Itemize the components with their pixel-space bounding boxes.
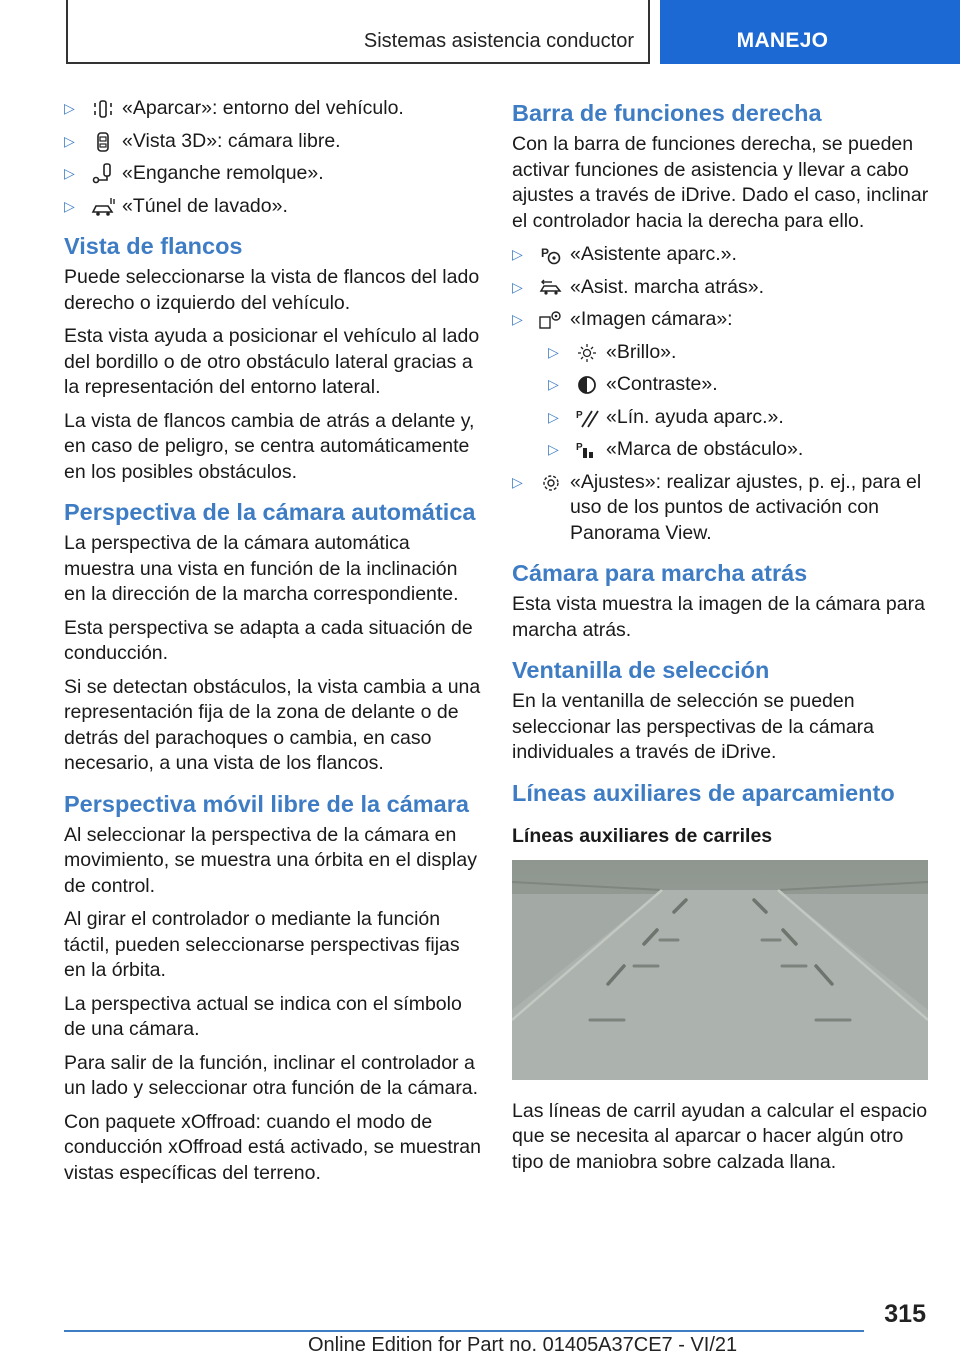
list-item: ▷ P «Lín. ayuda aparc.». xyxy=(548,405,932,431)
list-item: ▷ «Túnel de lavado». xyxy=(64,194,484,220)
parking-sensor-icon xyxy=(90,98,116,120)
paragraph: Esta perspectiva se adapta a cada situación de conducción. xyxy=(64,616,473,664)
subsection-heading: Líneas auxiliares de carriles xyxy=(512,824,773,847)
section-heading: Líneas auxiliares de aparcamiento xyxy=(512,779,895,806)
list-item: ▷ «Aparcar»: entorno del vehículo. xyxy=(64,96,484,122)
section-heading: Ventanilla de selección xyxy=(512,657,770,683)
section-title: Sistemas asistencia conductor xyxy=(363,30,634,52)
svg-text:P: P xyxy=(576,442,583,453)
page-number: 315 xyxy=(884,1300,926,1328)
trailer-hitch-icon xyxy=(90,163,116,185)
reversing-assistant-icon xyxy=(538,277,564,299)
triangle-bullet-icon: ▷ xyxy=(64,132,75,149)
list-item: ▷ «Contraste». xyxy=(548,372,932,398)
list-item: ▷ «Imagen cámara»: xyxy=(512,307,932,333)
settings-list xyxy=(512,470,932,547)
list-item: ▷ P «Asistente aparc.». xyxy=(512,242,932,268)
view-options-list xyxy=(64,96,484,219)
paragraph: Para salir de la función, inclinar el controlador a un lado y seleccionar otra función de la cámara. xyxy=(64,1051,479,1099)
paragraph: La vista de flancos cambia de atrás a delante y, en caso de peligro, se centra automáticamente en los posibles obstáculos. xyxy=(64,409,475,483)
function-bar-list xyxy=(512,242,932,333)
paragraph: Puede seleccionarse la vista de flancos del lado derecho o izquierdo del vehículo. xyxy=(64,266,480,314)
paragraph: Al girar el controlador o mediante la función táctil, pueden seleccionarse perspectivas fijas en la órbita. xyxy=(64,908,460,981)
parking-assistant-icon xyxy=(538,244,564,266)
list-item: ▷ «Brillo». xyxy=(548,340,932,366)
paragraph: La perspectiva actual se indica con el símbolo de una cámara. xyxy=(64,992,462,1040)
triangle-bullet-icon: ▷ xyxy=(548,408,559,425)
triangle-bullet-icon: ▷ xyxy=(548,376,559,392)
paragraph: Esta vista muestra la imagen de la cámara para marcha atrás. xyxy=(512,593,925,641)
camera-image-sublist xyxy=(548,340,932,463)
paragraph: Las líneas de carril ayudan a calcular el espacio que se necesita al aparcar o hacer algún otro tipo de maniobra sobre calzada llana. xyxy=(512,1099,928,1173)
left-column xyxy=(64,96,484,1194)
paragraph: Esta vista ayuda a posicionar el vehículo al lado del bordillo o de otro obstáculo lateral gracias a la representación del entorno lateral. xyxy=(64,325,480,398)
triangle-bullet-icon: ▷ xyxy=(548,343,559,360)
list-item: ▷ «Enganche remolque». xyxy=(64,161,484,187)
obstacle-marking-icon xyxy=(574,439,600,461)
lane-lines-illustration xyxy=(512,860,928,1080)
triangle-bullet-icon: ▷ xyxy=(512,473,523,490)
footer-divider xyxy=(64,1330,864,1332)
car-wash-icon xyxy=(90,196,116,218)
right-column xyxy=(512,96,932,1183)
triangle-bullet-icon: ▷ xyxy=(64,100,75,116)
footer-edition: Online Edition for Part no. 01405A37CE7 - VI/21 xyxy=(308,1334,738,1356)
triangle-bullet-icon: ▷ xyxy=(64,197,75,214)
paragraph: Con la barra de funciones derecha, se pueden activar funciones de asistencia y llevar a cabo ajustes a través de iDrive. Dado el caso, inclinar el controlador hacia la derecha para ello. xyxy=(512,133,929,232)
triangle-bullet-icon: ▷ xyxy=(512,311,523,327)
section-heading: Cámara para marcha atrás xyxy=(512,560,808,586)
chapter-title: MANEJO xyxy=(736,29,829,52)
triangle-bullet-icon: ▷ xyxy=(64,165,75,181)
settings-gear-icon xyxy=(538,472,564,494)
paragraph: Si se detectan obstáculos, la vista cambia a una representación fija de la zona de delante o de detrás del parachoques o cambia, en caso necesario, a una vista de los flancos. xyxy=(64,675,481,774)
list-item: ▷ «Vista 3D»: cámara libre. xyxy=(64,129,484,155)
camera-image-icon xyxy=(538,309,564,331)
section-heading: Perspectiva de la cámara automática xyxy=(64,499,476,525)
paragraph: La perspectiva de la cámara automática muestra una vista en función de la inclinación en la dirección de la marcha correspondiente. xyxy=(64,532,459,605)
car-3d-icon xyxy=(90,131,116,153)
chapter-tab[interactable] xyxy=(660,0,960,64)
svg-text:P: P xyxy=(576,409,583,421)
triangle-bullet-icon: ▷ xyxy=(512,278,523,295)
parking-guide-lines-icon xyxy=(574,407,600,429)
list-item: ▷ «Ajustes»: realizar ajustes, p. ej., para el uso de los puntos de activación con Panorama View. xyxy=(512,470,922,544)
brightness-icon xyxy=(574,342,600,364)
contrast-icon xyxy=(574,374,600,396)
paragraph: Con paquete xOffroad: cuando el modo de conducción xOffroad está activado, se muestran vistas específicas del terreno. xyxy=(64,1110,481,1184)
svg-text:P: P xyxy=(541,246,550,260)
section-heading: Vista de flancos xyxy=(64,233,243,259)
paragraph: Al seleccionar la perspectiva de la cámara en movimiento, se muestra una órbita en el display de control. xyxy=(64,823,477,897)
triangle-bullet-icon: ▷ xyxy=(512,246,523,262)
triangle-bullet-icon: ▷ xyxy=(548,441,559,457)
paragraph: En la ventanilla de selección se pueden seleccionar las perspectivas de la cámara individuales a través de iDrive. xyxy=(512,690,875,763)
section-heading: Perspectiva móvil libre de la cámara xyxy=(64,790,469,817)
list-item: ▷ P «Marca de obstáculo». xyxy=(548,437,932,463)
section-heading: Barra de funciones derecha xyxy=(512,100,822,126)
list-item: ▷ «Asist. marcha atrás». xyxy=(512,275,932,301)
header-section-box xyxy=(66,0,650,64)
